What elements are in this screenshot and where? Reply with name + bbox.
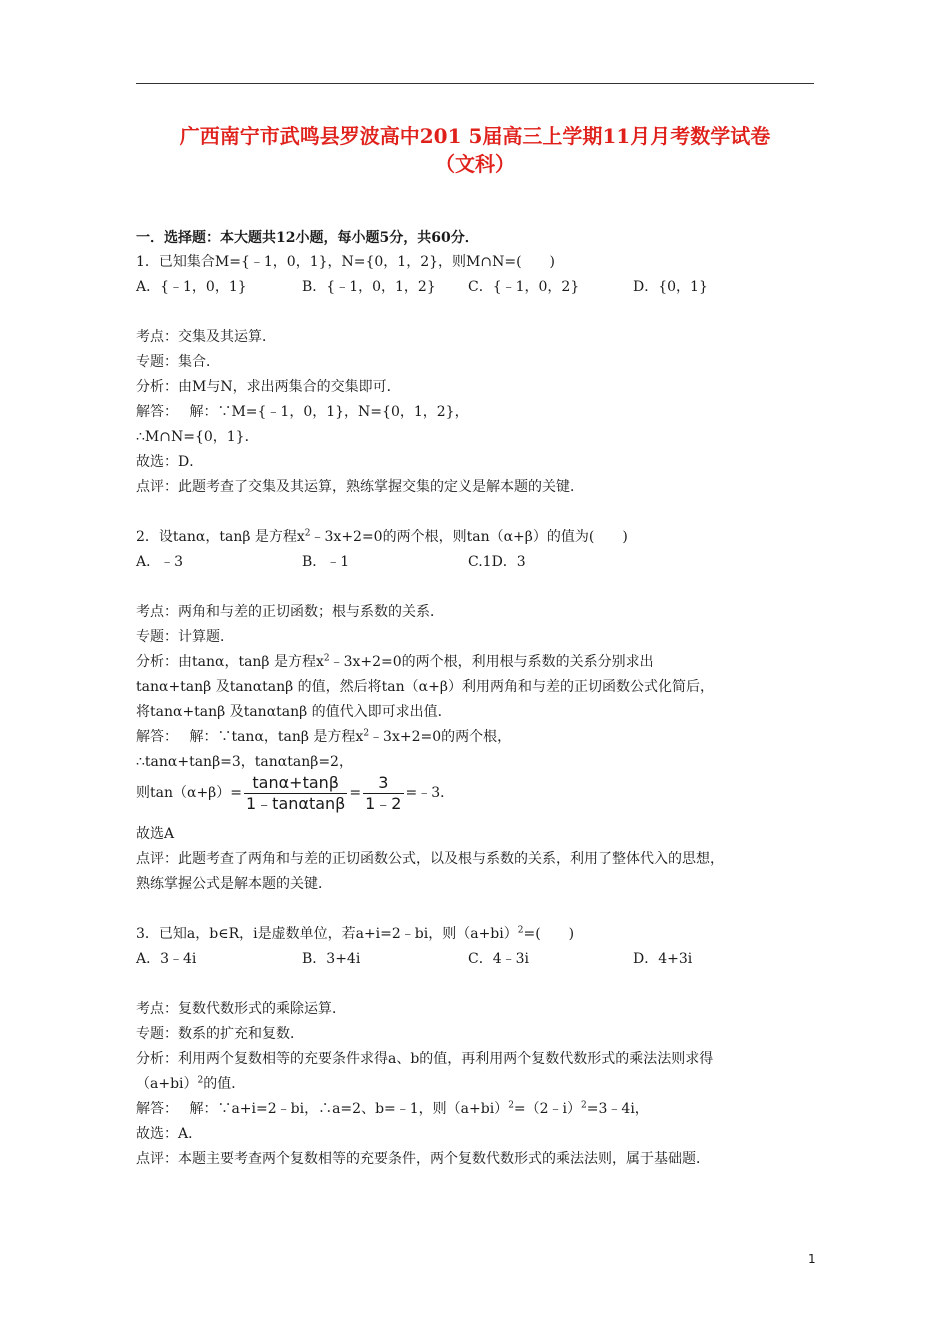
q2-zhuanti: 专题：计算题． xyxy=(136,629,234,645)
q2-stem: 2．设tanα，tanβ 是方程$x^2﹣3x+2=0$的两个根，则tan（α+β）的值为( ) xyxy=(136,528,628,545)
q2-jieda-1: 解答： 解：∵tanα，tanβ 是方程$x^2﹣3x+2=0$的两个根， xyxy=(136,728,512,745)
q3-zhuanti: 专题：数系的扩充和复数． xyxy=(136,1026,304,1042)
q2-fenxi-1: 分析：由tanα，tanβ 是方程$x^2﹣3x+2=0$的两个根，利用根与系数的关系分别求出 xyxy=(136,653,654,670)
page-number: 1 xyxy=(808,1252,816,1266)
q1-guxuan: 故选：D． xyxy=(136,454,204,470)
q1-dianping: 点评：此题考查了交集及其运算，熟练掌握交集的定义是解本题的关键． xyxy=(136,479,584,495)
fraction-numeric: $\frac{3}{1﹣2}$ xyxy=(365,772,402,813)
q2-kaodian: 考点：两角和与差的正切函数；根与系数的关系． xyxy=(136,604,444,620)
q3-fenxi-1: 分析：利用两个复数相等的充要条件求得a、b的值，再利用两个复数代数形式的乘法法则求得 xyxy=(136,1051,714,1067)
q1-option-c: C．{﹣1，0，2} xyxy=(468,279,580,295)
page-title: 广西南宁市武鸣县罗波高中201 5届高三上学期11月月考数学试卷 xyxy=(179,124,771,148)
q3-fenxi-2: $(a+bi)^2$的值． xyxy=(136,1075,246,1092)
q2-fenxi-3: 将tanα+tanβ 及tanαtanβ 的值代入即可求出值． xyxy=(136,704,452,720)
page-subtitle: （文科） xyxy=(435,152,515,176)
q1-zhuanti: 专题：集合． xyxy=(136,354,220,370)
q1-jieda-1: 解答： 解：∵M={﹣1，0，1}，N={0，1，2}， xyxy=(136,404,469,420)
q3-stem: 3．已知a，b∈R，i是虚数单位，若a+i=2﹣bi，则$(a+bi)^2=$( ) xyxy=(136,925,575,942)
q2-dianping-1: 点评：此题考查了两角和与差的正切函数公式，以及根与系数的关系，利用了整体代入的思想， xyxy=(136,851,724,867)
q3-option-a: A．3﹣4i xyxy=(136,951,197,967)
q1-option-d: D．{0，1} xyxy=(633,279,708,295)
q1-fenxi: 分析：由M与N，求出两集合的交集即可． xyxy=(136,379,401,395)
q3-option-d: D．4+3i xyxy=(633,951,693,967)
q1-jieda-2: ∴M∩N={0，1}． xyxy=(136,429,259,445)
q3-guxuan: 故选：A． xyxy=(136,1126,203,1142)
q2-option-cd: C.1D．3 xyxy=(468,554,526,570)
q2-jieda-3: 则tan（α+β）= $\frac{\tan\alpha+\tan\beta}{1﹣\tan\alpha\tan\beta}$ = $\frac{3}{1﹣2}$ =﹣3． xyxy=(136,772,455,813)
header-rule xyxy=(136,83,814,84)
q2-guxuan: 故选A xyxy=(136,826,175,842)
q3-jieda-1: 解答： 解：∵a+i=2﹣bi，∴a=2、b=﹣1，则$(a+bi)^2=(2﹣i)^2=3﹣4i$， xyxy=(136,1100,649,1117)
q3-dianping: 点评：本题主要考查两个复数相等的充要条件，两个复数代数形式的乘法法则，属于基础题． xyxy=(136,1151,710,1167)
q2-option-a: A．﹣3 xyxy=(136,554,184,570)
q3-kaodian: 考点：复数代数形式的乘除运算． xyxy=(136,1001,346,1017)
q2-option-b: B．﹣1 xyxy=(302,554,350,570)
q1-option-a: A．{﹣1，0，1} xyxy=(136,279,247,295)
q3-option-c: C．4﹣3i xyxy=(468,951,530,967)
section-heading: 一．选择题：本大题共12小题，每小题5分，共60分． xyxy=(136,230,479,246)
q2-dianping-2: 熟练掌握公式是解本题的关键． xyxy=(136,876,332,892)
q1-option-b: B．{﹣1，0，1，2} xyxy=(302,279,436,295)
q2-jieda-2: ∴tanα+tanβ=3，tanαtanβ=2， xyxy=(136,754,353,770)
fraction-tan-sum: $\frac{\tan\alpha+\tan\beta}{1﹣\tan\alpha\tan\beta}$ xyxy=(246,772,346,813)
q2-fenxi-2: tanα+tanβ 及tanαtanβ 的值，然后将tan（α+β）利用两角和与差的正切函数公式化简后， xyxy=(136,679,714,695)
q3-option-b: B．3+4i xyxy=(302,951,361,967)
q1-stem: 1．已知集合M={﹣1，0，1}，N={0，1，2}，则M∩N=( ) xyxy=(136,254,555,270)
q1-kaodian: 考点：交集及其运算． xyxy=(136,329,276,345)
